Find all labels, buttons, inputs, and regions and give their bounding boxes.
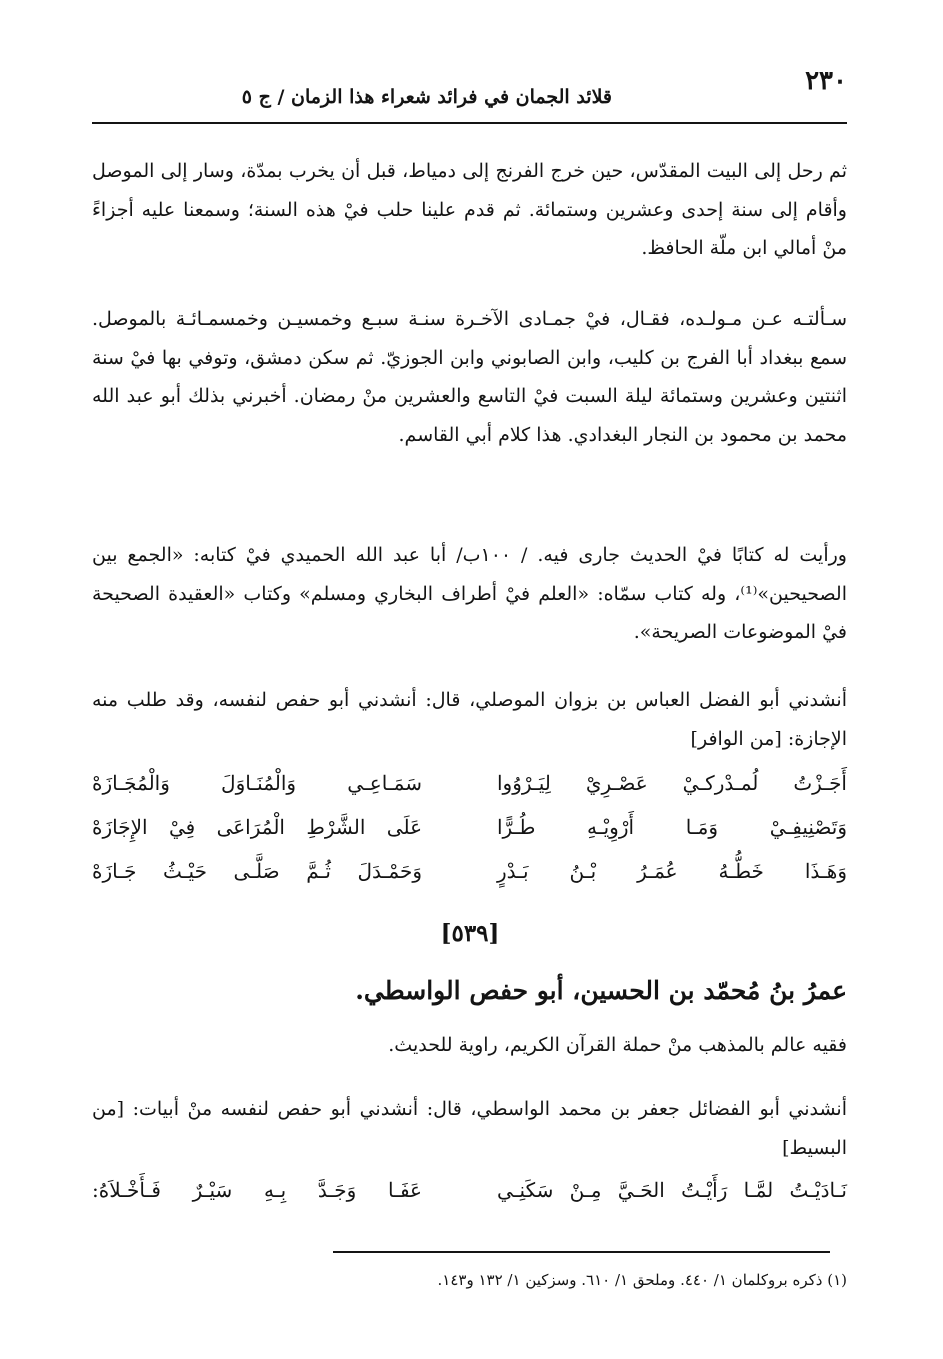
page-header <box>92 58 847 118</box>
verse-first-half: نَـادَيْـتُ لمَّـا رَأَيْـتُ الحَـيَّ مِـنْ سَكَنِـي <box>497 1178 847 1202</box>
verse-second-half: عَلَى الشَّرْطِ الْمُرَاعَى فِيْ الإِجَازَهْ <box>92 815 422 839</box>
poem-wafir <box>92 771 847 903</box>
poem-verse <box>92 815 847 859</box>
paragraph-poem-intro <box>92 681 847 758</box>
paragraph-entry <box>92 1090 847 1167</box>
entry-number: [٥٣٩] <box>440 920 500 947</box>
verse-first-half: وَهَـذَا خَطُّـهُ عُمَـرُ بْـنُ بَـدْرٍ <box>497 859 847 883</box>
footnote: (١) ذكره بروكلمان ١/ ٤٤٠. وملحق ١/ ٦١٠. وسزكين ١/ ١٣٢ و١٤٣. <box>437 1271 847 1289</box>
paragraph-text: ثم رحل إلى البيت المقدّس، حين خرج الفرنج إلى دمياط، قبل أن يخرب بمدّة، وسار إلى الموصل وأقام إلى سنة إحدى وعشرين وستمائة. ثم قدم علينا حلب فيْ هذه السنة؛ وسمعنا عليه أجزاءً منْ أمالي ابن ملّة الحافظ. <box>92 160 847 259</box>
paragraph-travel <box>92 152 847 268</box>
paragraph-text: ورأيت له كتابًا فيْ الحديث جارى فيه. / ١٠٠ب/ أبا عبد الله الحميدي فيْ كتابه: «الجمع بين الصحيحين»⁽¹⁾، وله كتاب سمّاه: «العلم فيْ أطراف البخاري ومسلم» وكتاب «العقيدة الصحيحة فيْ الموضوعات الصريحة». <box>92 544 847 643</box>
verse-second-half: وَحَمْـدَلَ ثُـمَّ صَلَّـى حَيْـثُ جَـازَهْ <box>92 859 422 883</box>
paragraph-text: أنشدني أبو الفضائل جعفر بن محمد الواسطي، قال: أنشدني أبو حفص لنفسه منْ أبيات: [من البسيط] <box>92 1098 847 1159</box>
footnote-rule <box>333 1251 830 1253</box>
poem-verse <box>92 859 847 903</box>
verse-first-half: أَجَـزْتُ لُمـدْركـيْ عَصْـرِيْ لِيَـرْوُوا <box>497 771 847 795</box>
verse-second-half: سَمَـاعِـي وَالْمُنَـاوَلَ وَالْمُجَـازَهْ <box>92 771 422 795</box>
poem-basit <box>92 1178 847 1222</box>
running-title: قلائد الجمان في فرائد شعراء هذا الزمان / ج ٥ <box>241 86 612 108</box>
page-number: ٢٣٠ <box>805 66 847 96</box>
paragraph-text: أنشدني أبو الفضل العباس بن بزوان الموصلي، قال: أنشدني أبو حفص لنفسه، وقد طلب منه الإجازة: [من الوافر] <box>92 689 847 750</box>
poem-verse <box>92 771 847 815</box>
paragraph-books <box>92 536 847 652</box>
header-rule <box>92 122 847 124</box>
verse-first-half: وَتَصْنِيفِـيْ وَمَـا أَرْوِيْـهِ طُـرًّا <box>497 815 847 839</box>
entry-title: عمرُ بنُ مُحمّد بن الحسين، أبو حفص الواسطي. <box>355 976 847 1005</box>
poem-verse <box>92 1178 847 1222</box>
entry-description: فقيه عالم بالمذهب منْ حملة القرآن الكريم، راوية للحديث. <box>388 1034 847 1056</box>
paragraph-text: سـألتـه عـن مـولـده، فقـال، فيْ جمـادى الآخـرة سنـة سبـع وخمسيـن وخمسمـائـة بالموصل. سمع ببغداد أبا الفرج بن كليب، وابن الصابوني وابن الجوزيّ. ثم سكن دمشق، وتوفي بها فيْ سنة اثنتين وعشرين وستمائة ليلة السبت فيْ التاسع والعشرين منْ رمضان. أخبرني بذلك أبو عبد الله محمد بن محمود بن النجار البغدادي. هذا كلام أبي القاسم. <box>92 308 847 446</box>
paragraph-birth <box>92 300 847 454</box>
verse-second-half: عَفَـا وَجَـدَّ بِـهِ سَيْـرٌ فَـأَخْـلاَهُ: <box>92 1178 422 1202</box>
